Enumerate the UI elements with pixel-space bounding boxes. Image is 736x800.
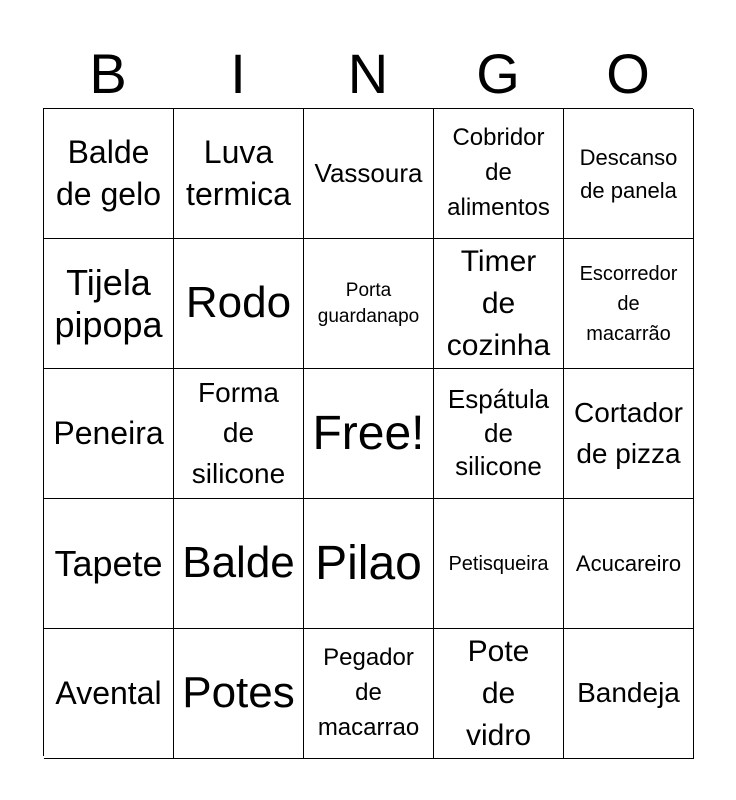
cell-label: Balde de gelo <box>56 133 161 212</box>
bingo-cell-r4c5[interactable] <box>564 499 694 629</box>
bingo-cell-r5c5[interactable] <box>564 629 694 759</box>
cell-label: Escorredor de macarrão <box>579 262 678 345</box>
bingo-cell-r1c2[interactable] <box>174 109 304 239</box>
bingo-cell-r2c4[interactable] <box>434 239 564 369</box>
header-letter-n: N <box>347 42 389 105</box>
cell-label: Tijela pipopa <box>54 262 163 345</box>
bingo-cell-r2c5[interactable] <box>564 239 694 369</box>
bingo-cell-r4c2[interactable] <box>174 499 304 629</box>
bingo-header <box>43 40 693 108</box>
bingo-cell-r1c5[interactable] <box>564 109 694 239</box>
cell-label: Free! <box>312 406 425 460</box>
cell-label: Petisqueira <box>448 552 549 575</box>
cell-label: Rodo <box>185 278 292 328</box>
bingo-cell-r2c3[interactable] <box>304 239 434 369</box>
cell-label: Acucareiro <box>575 551 682 576</box>
bingo-cell-r5c1[interactable] <box>44 629 174 759</box>
cell-label: Porta guardanapo <box>317 279 420 327</box>
cell-label: Timer de cozinha <box>446 244 551 362</box>
cell-label: Luva termica <box>186 133 291 212</box>
header-letter-g: G <box>476 42 520 105</box>
cell-label: Balde <box>182 538 295 588</box>
bingo-cell-r3c4[interactable] <box>434 369 564 499</box>
cell-label: Espátula de silicone <box>447 383 550 482</box>
bingo-cell-r4c4[interactable] <box>434 499 564 629</box>
header-letter-b: B <box>89 42 127 105</box>
bingo-cell-r5c2[interactable] <box>174 629 304 759</box>
bingo-cell-r1c4[interactable] <box>434 109 564 239</box>
cell-label: Descanso de panela <box>579 144 678 203</box>
cell-label: Vassoura <box>314 157 423 188</box>
bingo-cell-r2c2[interactable] <box>174 239 304 369</box>
cell-label: Avental <box>55 674 162 711</box>
header-letter-o: O <box>606 42 650 105</box>
header-letter-i: I <box>230 42 246 105</box>
bingo-cell-r4c1[interactable] <box>44 499 174 629</box>
bingo-cell-r2c1[interactable] <box>44 239 174 369</box>
cell-label: Tapete <box>54 542 163 584</box>
cell-label: Pegador de macarrao <box>317 644 420 741</box>
cell-label: Pilao <box>315 536 422 590</box>
cell-label: Peneira <box>53 414 164 451</box>
bingo-cell-r3c1[interactable] <box>44 369 174 499</box>
bingo-cell-r3c2[interactable] <box>174 369 304 499</box>
cell-label: Bandeja <box>577 677 680 709</box>
cell-label: Cobridor de alimentos <box>447 124 550 221</box>
bingo-grid <box>43 108 693 756</box>
bingo-cell-r1c3[interactable] <box>304 109 434 239</box>
bingo-cell-r5c3[interactable] <box>304 629 434 759</box>
cell-label: Pote de vidro <box>465 634 532 752</box>
bingo-cell-r5c4[interactable] <box>434 629 564 759</box>
cell-label: Cortador de pizza <box>574 396 683 469</box>
bingo-cell-r3c3 free-space[interactable] <box>304 369 434 499</box>
bingo-cell-r1c1[interactable] <box>44 109 174 239</box>
cell-label: Potes <box>182 668 295 718</box>
bingo-cell-r3c5[interactable] <box>564 369 694 499</box>
cell-label: Forma de silicone <box>191 376 286 489</box>
bingo-cell-r4c3[interactable] <box>304 499 434 629</box>
